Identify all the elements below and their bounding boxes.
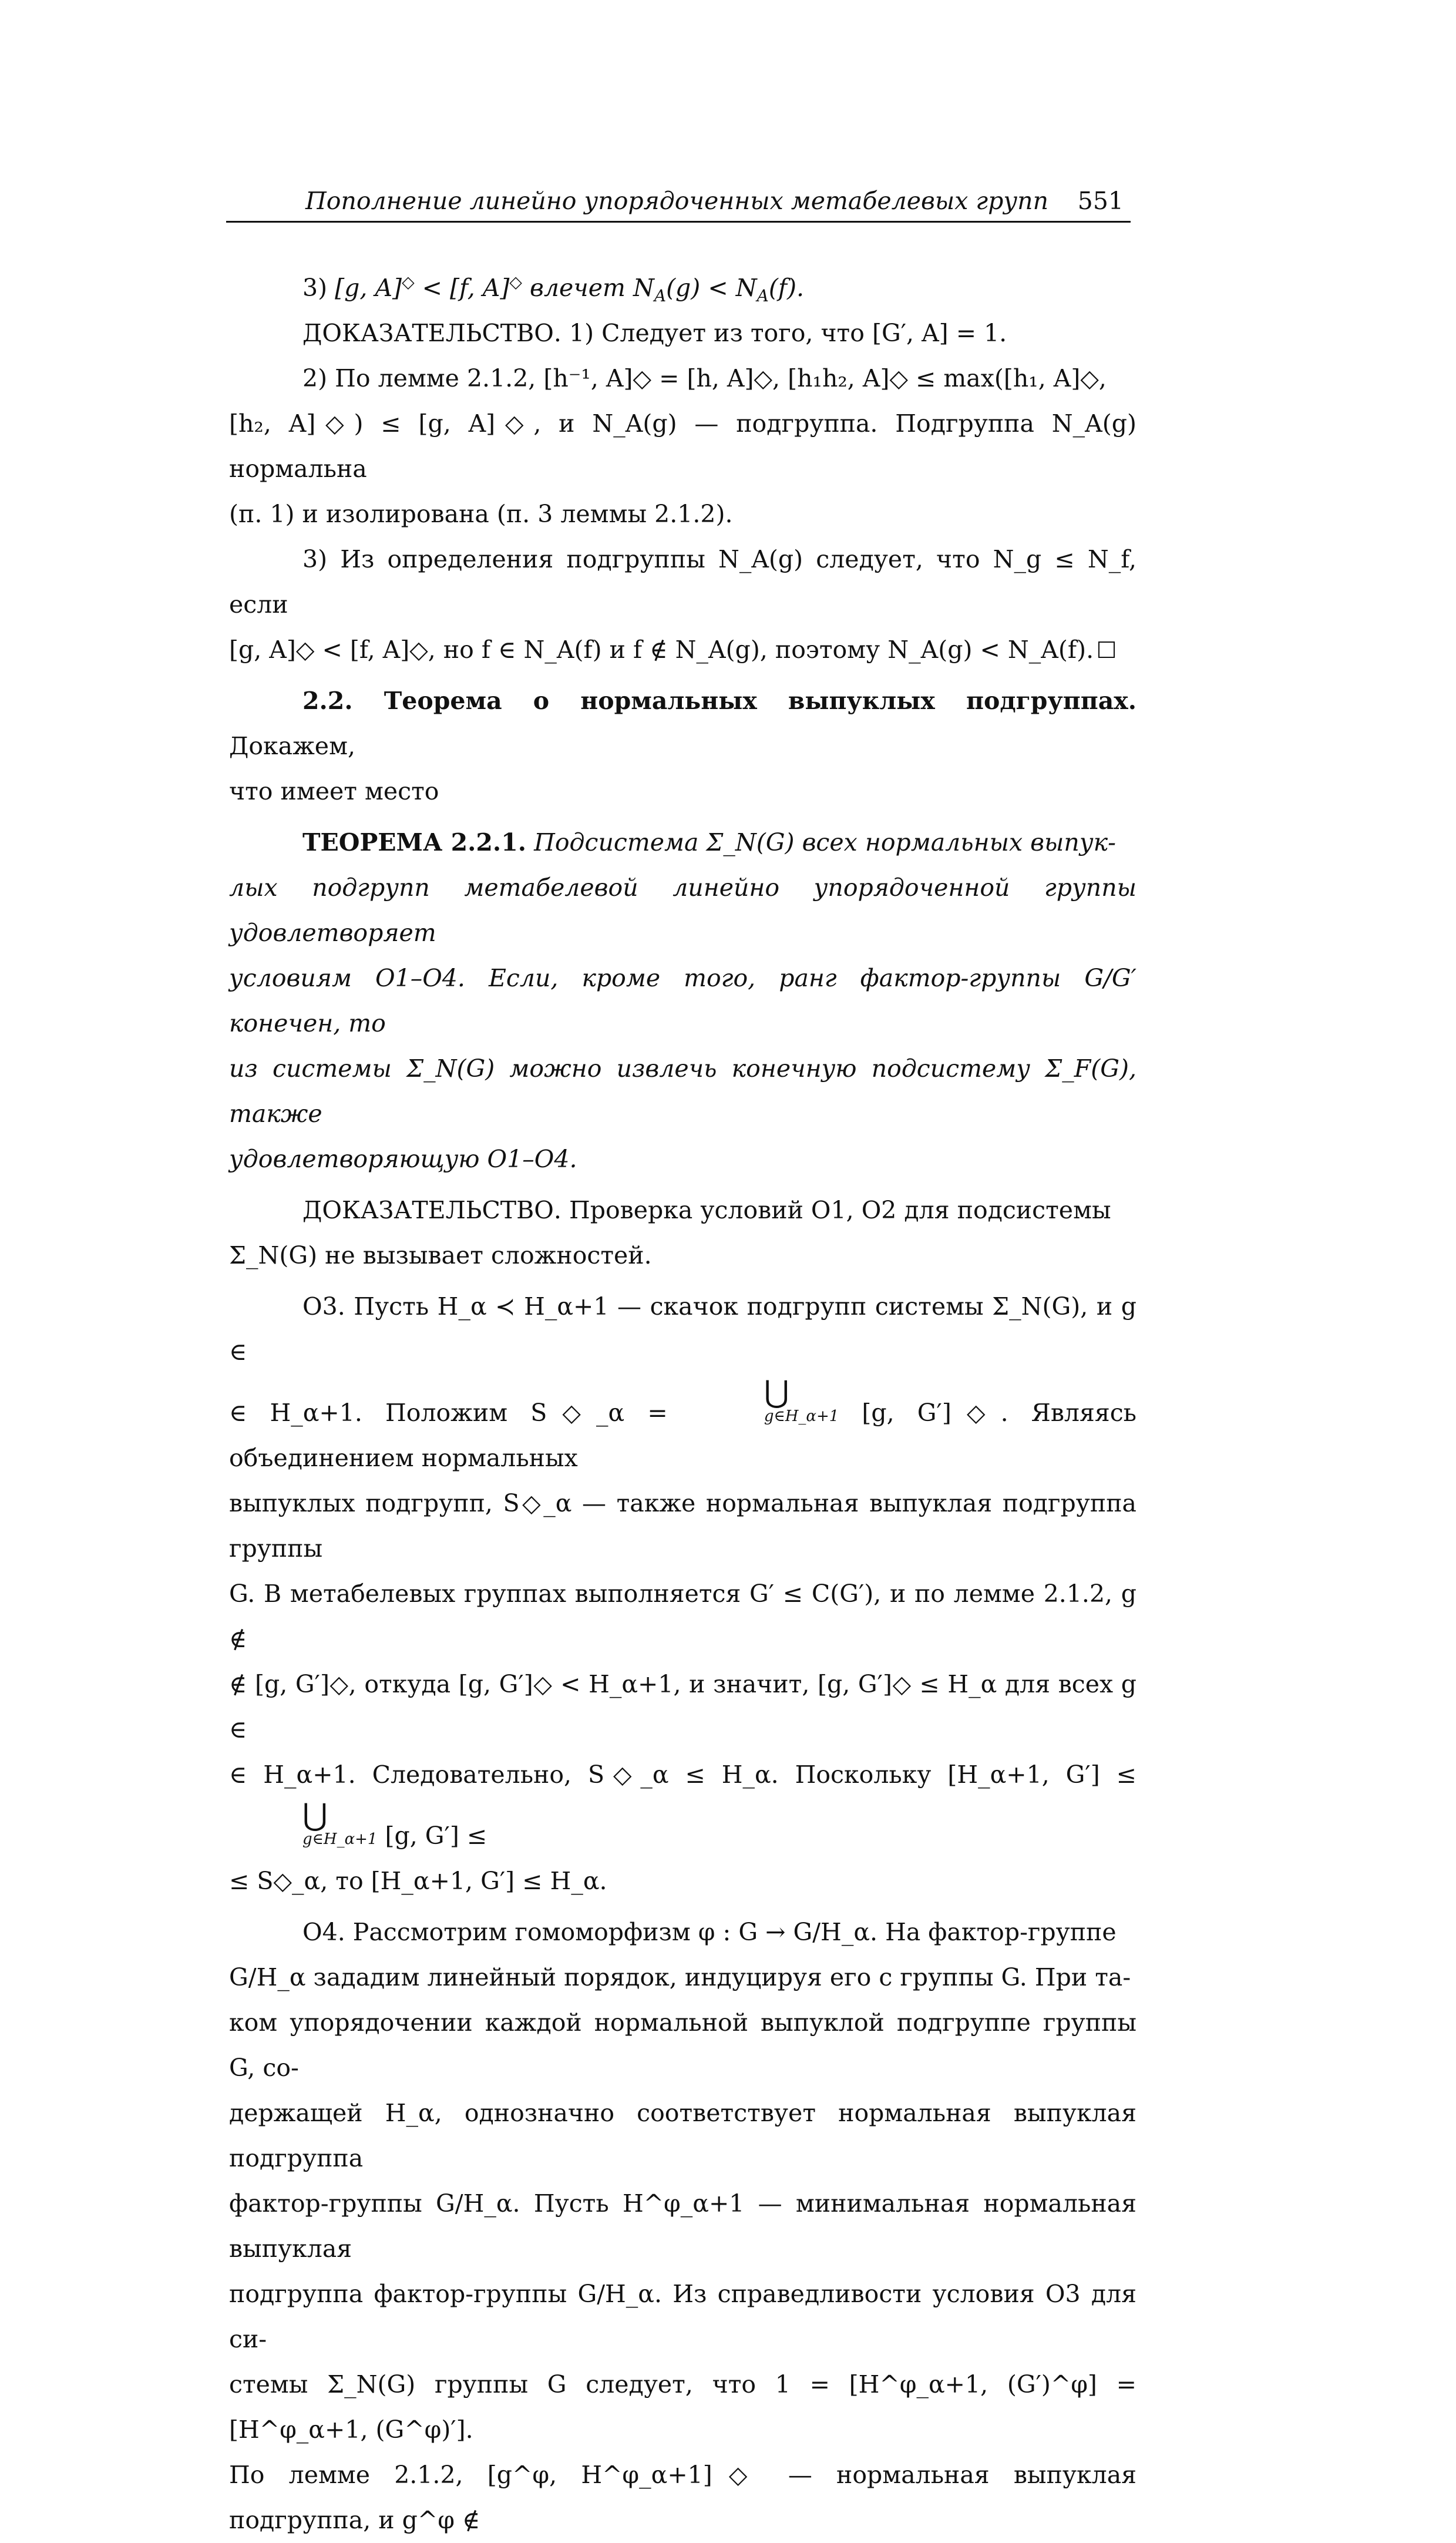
union-operator: ⋃ g∈H_α+1 — [302, 1798, 378, 1848]
running-header — [226, 187, 1131, 220]
condition-o4: О4. Рассмотрим гомоморфизм φ : G → G/H_α. На фактор-группе G/H_α зададим линейный порядок, индуцируя его с группы G. При та- ком упорядочении каждой нормальной выпуклой подгруппе группы G, со- держащей H_α, однозначно соответствует нормальная выпуклая подгруппа фактор-группы G/H_α. Пусть H^φ_α+1 — минимальная нормальная выпуклая подгруппа фактор-группы G/H_α. Из справедливости условия О3 для си- стемы Σ_N(G) группы G следует, что 1 = [H^φ_α+1, (G′)^φ] = [H^φ_α+1, (G^φ)′]. По лемме 2.1.2, [g^φ, H^φ_α+1]◇ — нормальная выпуклая подгруппа, и g^φ ∉ — [229, 1918, 1136, 2534]
condition-o3: О3. Пусть H_α ≺ H_α+1 — скачок подгрупп системы Σ_N(G), и g ∈ ∈ H_α+1. Положим S◇_α = ⋃ g∈H_α+1 [g, G′]◇. Являясь объединением нормальных выпуклых подгрупп, S◇_α — также нормальная выпуклая подгруппа группы G. В метабелевых группах выполняется G′ ≤ C(G′), и по лемме 2.1.2, g ∉ ∉ [g, G′]◇, откуда [g, G′]◇ < H_α+1, и значит, [g, G′]◇ ≤ H_α для всех g ∈ ∈ H_α+1. Следовательно, S◇_α ≤ H_α. Поскольку [H_α+1, G′] ≤ ⋃ g∈H_α+1 [g, G′] ≤ ≤ S◇_α, то [H_α+1, G′] ≤ H_α. — [229, 1292, 1136, 1895]
section-title: 2.2. Теорема о нормальных выпуклых подгруппах. — [302, 687, 1136, 715]
proof-2: ДОКАЗАТЕЛЬСТВО. Проверка условий О1, О2 для подсистемы Σ_N(G) не вызывает сложностей. — [229, 1196, 1111, 1269]
page-body — [229, 266, 1136, 2543]
theorem-2-2-1: ТЕОРЕМА 2.2.1. Подсистема Σ_N(G) всех нормальных выпук- лых подгрупп метабелевой линейно упорядоченной группы удовлетворяет условиям О1–О4. Если, кроме того, ранг фактор-группы G/G′ конечен, то из системы Σ_N(G) можно извлечь конечную подсистему Σ_F(G), также удовлетворяющую О1–О4. — [229, 828, 1136, 1173]
item-3: 3) [g, A]◇ < [f, A]◇ влечет $N_A(g) < N_A(f)$. — [302, 272, 805, 306]
union-operator: ⋃ g∈H_α+1 — [764, 1375, 839, 1425]
theorem-label: ТЕОРЕМА 2.2.1. — [302, 828, 527, 856]
proof-item-3: 3) Из определения подгруппы N_A(g) следует, что N_g ≤ N_f, если [g, A]◇ < [f, A]◇, но f ∈ N_A(f) и f ∉ N_A(g), поэтому N_A(g) < N_A(f). — [229, 545, 1136, 664]
proof-item-2: 2) По лемме 2.1.2, [h⁻¹, A]◇ = [h, A]◇, [h₁h₂, A]◇ ≤ max([h₁, A]◇, [h₂, A]◇) ≤ [g, A]◇, и N_A(g) — подгруппа. Подгруппа N_A(g) нормальна (п. 1) и изолирована (п. 3 леммы 2.1.2). — [229, 364, 1136, 528]
running-title: Пополнение линейно упорядоченных метабелевых групп — [305, 187, 1048, 215]
qed-square-icon — [1098, 641, 1115, 658]
header-rule — [226, 221, 1131, 223]
page-number: 551 — [1077, 187, 1124, 215]
proof-1: ДОКАЗАТЕЛЬСТВО. 1) Следует из того, что [G′, A] = 1. — [302, 319, 1007, 347]
section-2-2: 2.2. Теорема о нормальных выпуклых подгруппах. Докажем, что имеет место — [229, 687, 1136, 805]
